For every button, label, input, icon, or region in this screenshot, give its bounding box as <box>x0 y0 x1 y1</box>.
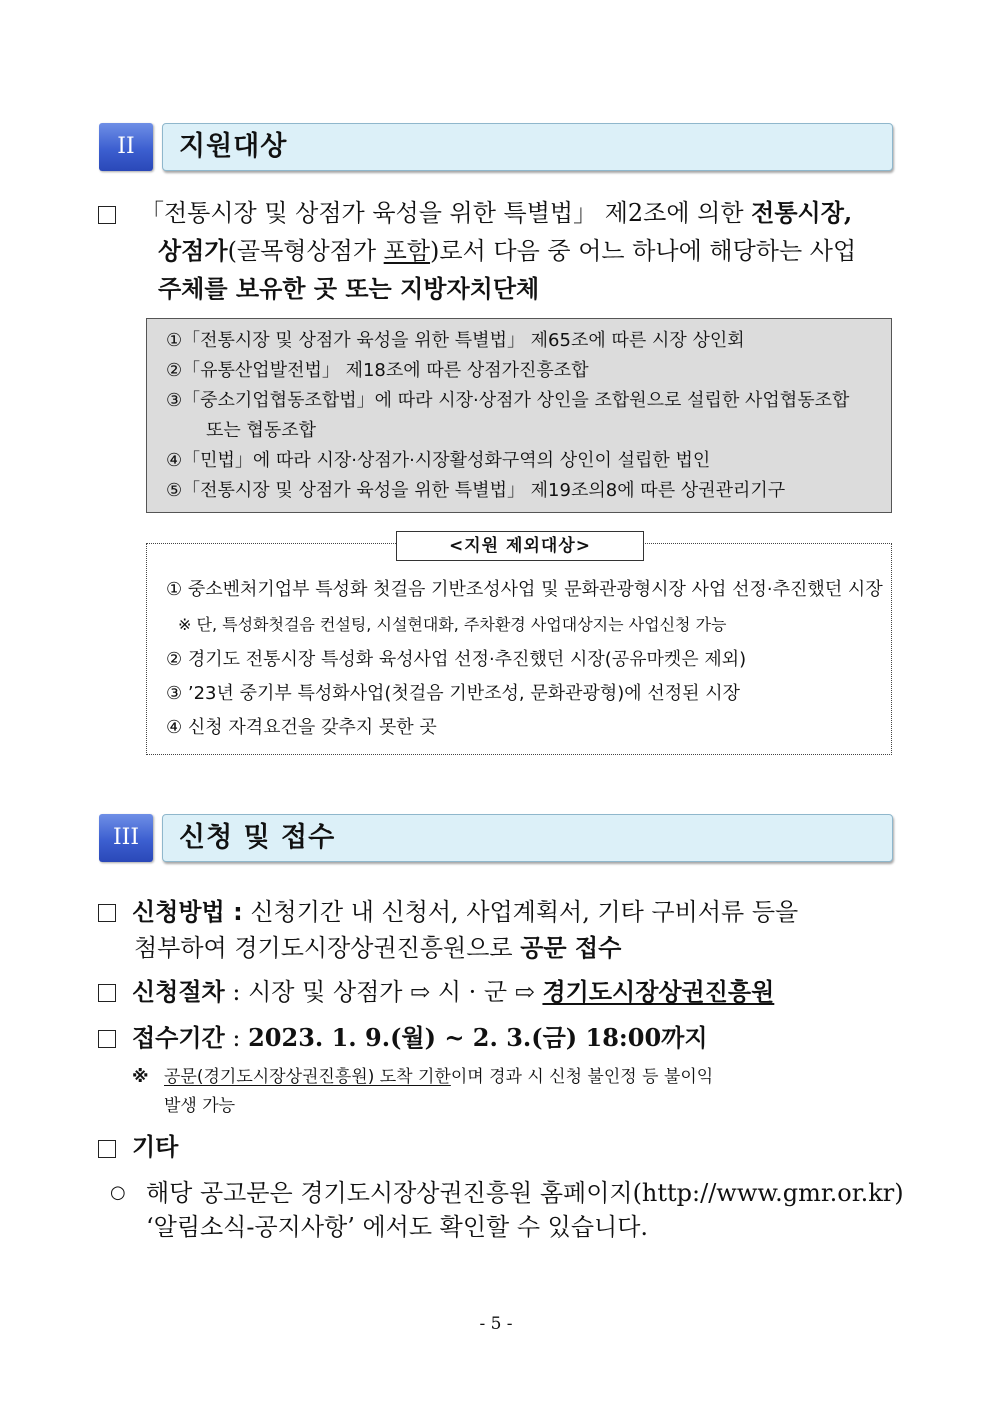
criteria-item: ⑤「전통시장 및 상점가 육성을 위한 특별법」 제19조의8에 따른 상권관리기구 <box>166 480 786 501</box>
section-number: III <box>99 814 153 862</box>
note-mark: ※ <box>132 1067 149 1087</box>
eligibility-paragraph <box>140 194 900 308</box>
checkbox-icon <box>98 206 116 224</box>
etc-line2: ‘알림소식-공지사항’ 에서도 확인할 수 있습니다. <box>146 1213 649 1241</box>
page-number: - 5 - <box>479 1314 513 1334</box>
exclusion-item: ② 경기도 전통시장 특성화 육성사업 선정·추진했던 시장(공유마켓은 제외) <box>166 649 747 670</box>
method-text: 첨부하여 경기도시장상권진흥원으로 <box>134 934 521 962</box>
exclusion-note: ※ 단, 특성화첫걸음 컨설팅, 시설현대화, 주차환경 사업대상지는 사업신청 가능 <box>178 615 727 634</box>
note-text: 이며 경과 시 신청 불인정 등 불이익 <box>450 1067 714 1087</box>
method-text: 신청기간 내 신청서, 사업계획서, 기타 구비서류 등을 <box>242 898 799 926</box>
checkbox-icon <box>98 1140 116 1158</box>
section-title-bar <box>162 123 893 171</box>
exclusion-item: ④ 신청 자격요건을 갖추지 못한 곳 <box>166 717 437 738</box>
exclusion-title: <지원 제외대상> <box>396 531 644 561</box>
period-text: 2023. 1. 9.(월) ~ 2. 3.(금) 18:00까지 <box>248 1023 708 1052</box>
method-line1 <box>132 895 798 929</box>
section-number: II <box>99 123 153 171</box>
etc-label: 기타 <box>132 1133 179 1161</box>
intro-text: (골목형상점가 <box>227 237 384 265</box>
period-label: 접수기간 <box>132 1024 225 1052</box>
intro-text: )로서 다음 중 어느 하나에 해당하는 사업 <box>430 237 857 265</box>
separator: : <box>224 978 249 1006</box>
section-header-3 <box>99 814 893 862</box>
section-title-bar <box>162 814 893 862</box>
exclusion-item: ③ ’23년 중기부 특성화사업(첫걸음 기반조성, 문화관광형)에 선정된 시장 <box>166 683 741 704</box>
criteria-item: ①「전통시장 및 상점가 육성을 위한 특별법」 제65조에 따른 시장 상인회 <box>166 330 745 351</box>
note-line2: 발생 가능 <box>164 1096 236 1116</box>
period-line <box>132 1021 708 1055</box>
criteria-item: ④「민법」에 따라 시장·상점가·시장활성화구역의 상인이 설립한 법인 <box>166 450 711 471</box>
method-line2 <box>134 931 621 965</box>
exclusion-item: ① 중소벤처기업부 특성화 첫걸음 기반조성사업 및 문화관광형시장 사업 선정·추진했던 시장 <box>166 579 883 600</box>
procedure-line <box>132 975 774 1009</box>
intro-underline: 포함 <box>383 237 431 265</box>
section-title: 지원대상 <box>179 131 288 162</box>
procedure-target: 경기도시장상권진흥원 <box>542 977 775 1006</box>
checkbox-icon <box>98 1030 116 1048</box>
etc-line1: 해당 공고문은 경기도시장상권진흥원 홈페이지(http://www.gmr.or.kr) <box>146 1179 904 1207</box>
criteria-item-cont: 또는 협동조합 <box>206 420 317 441</box>
intro-bold: 상점가 <box>158 236 228 265</box>
section-header-2 <box>99 123 893 171</box>
criteria-item: ②「유통산업발전법」 제18조에 따른 상점가진흥조합 <box>166 360 589 381</box>
intro-bold: 전통시장, <box>751 198 853 227</box>
checkbox-icon <box>98 904 116 922</box>
procedure-text: 시장 및 상점가 ⇨ 시 · 군 ⇨ <box>248 978 543 1006</box>
note-line1 <box>164 1063 713 1091</box>
checkbox-icon <box>98 984 116 1002</box>
bullet-icon: ○ <box>110 1182 126 1203</box>
note-underline: 공문(경기도시장상권진흥원) 도착 기한 <box>164 1067 451 1087</box>
intro-text: 「전통시장 및 상점가 육성을 위한 특별법」 제2조에 의한 <box>140 199 752 227</box>
section-title: 신청 및 접수 <box>179 822 336 853</box>
method-bold: 공문 접수 <box>520 933 622 962</box>
criteria-item: ③「중소기업협동조합법」에 따라 시장·상점가 상인을 조합원으로 설립한 사업협동조합 <box>166 390 850 411</box>
procedure-label: 신청절차 <box>132 978 225 1006</box>
intro-text: 주체를 보유한 곳 또는 지방자치단체 <box>158 274 540 303</box>
separator: : <box>224 1024 249 1052</box>
method-label: 신청방법 : <box>132 898 243 926</box>
